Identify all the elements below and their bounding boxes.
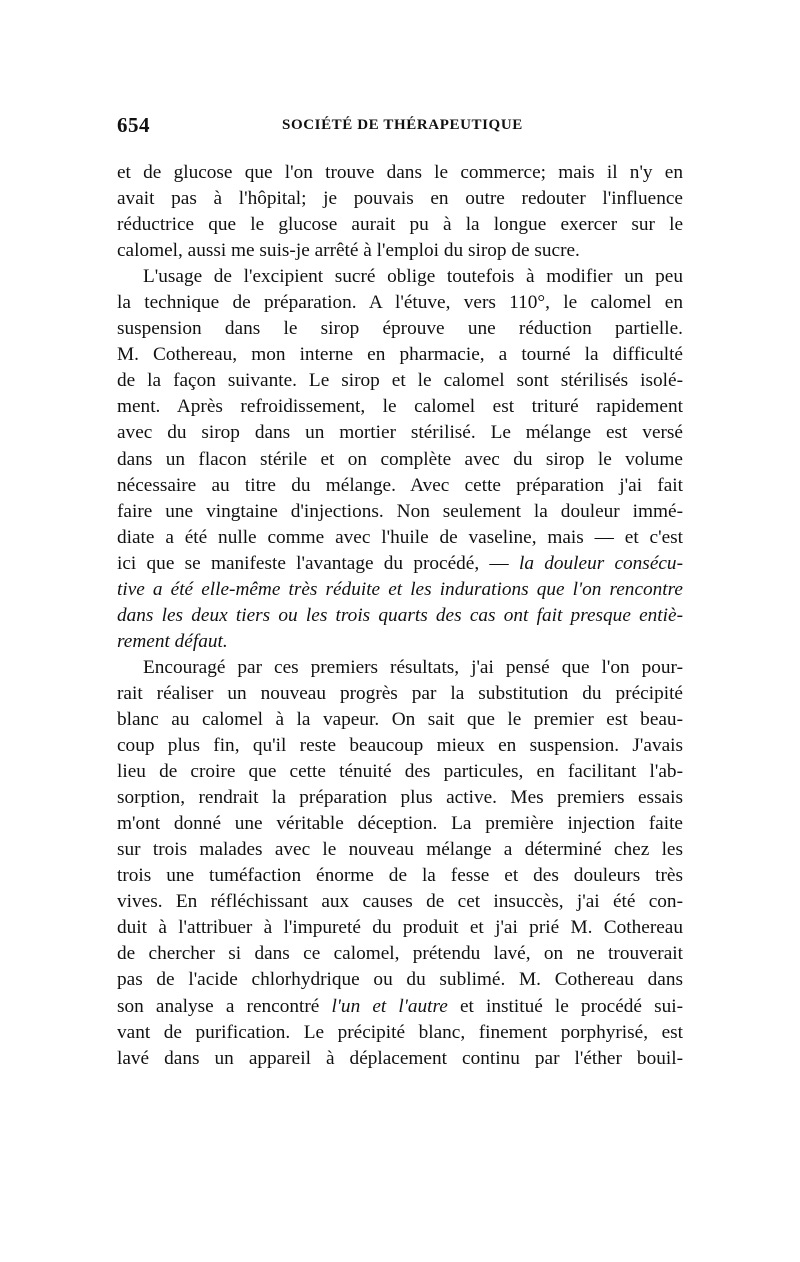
text-line: ici que se manifeste l'avantage du procédé, — la douleur consécu- — [117, 552, 683, 574]
text-line: la technique de préparation. A l'étuve, vers 110°, le calomel en — [117, 292, 683, 314]
text-line: avec du sirop dans un mortier stérilisé. Le mélange est versé — [117, 422, 683, 444]
text-line: M. Cothereau, mon interne en pharmacie, a tourné la difficulté — [117, 344, 683, 366]
page-number: 654 — [117, 113, 150, 137]
text-line: L'usage de l'excipient sucré oblige toutefois à modifier un peu — [143, 266, 683, 288]
text-line: lieu de croire que cette ténuité des particules, en facilitant l'ab- — [117, 761, 683, 783]
text-line: sorption, rendrait la préparation plus active. Mes premiers essais — [117, 787, 683, 809]
text-line: et de glucose que l'on trouve dans le commerce; mais il n'y en — [117, 162, 683, 183]
text-line: diate a été nulle comme avec l'huile de vaseline, mais — et c'est — [117, 526, 683, 548]
text-line: son analyse a rencontré l'un et l'autre et institué le procédé sui- — [117, 995, 683, 1017]
text-line: blanc au calomel à la vapeur. On sait que le premier est beau- — [117, 708, 683, 730]
text-line: vant de purification. Le précipité blanc, finement porphyrisé, est — [117, 1021, 683, 1043]
text-line: de la façon suivante. Le sirop et le calomel sont stérilisés isolé- — [117, 370, 683, 392]
running-title: SOCIÉTÉ DE THÉRAPEUTIQUE — [282, 117, 523, 133]
text-line: avait pas à l'hôpital; je pouvais en outre redouter l'influence — [117, 188, 683, 210]
text-line: Encouragé par ces premiers résultats, j'ai pensé que l'on pour- — [143, 656, 683, 678]
text-line: de chercher si dans ce calomel, prétendu lavé, on ne trouverait — [117, 943, 683, 965]
text-line: faire une vingtaine d'injections. Non seulement la douleur immé- — [117, 500, 683, 522]
text-line: réductrice que le glucose aurait pu à la longue exercer sur le — [117, 214, 683, 236]
text-line: vives. En réfléchissant aux causes de cet insuccès, j'ai été con- — [117, 891, 683, 913]
text-line: trois une tuméfaction énorme de la fesse et des douleurs très — [117, 865, 683, 887]
text-line: calomel, aussi me suis-je arrêté à l'emploi du sirop de sucre. — [117, 240, 580, 262]
text-line: duit à l'attribuer à l'impureté du produit et j'ai prié M. Cothereau — [117, 917, 683, 939]
text-line: rait réaliser un nouveau progrès par la substitution du précipité — [117, 682, 683, 704]
text-line: tive a été elle-même très réduite et les indurations que l'on rencontre — [117, 578, 683, 600]
text-line: suspension dans le sirop éprouve une réduction partielle. — [117, 318, 683, 340]
text-line: pas de l'acide chlorhydrique ou du sublimé. M. Cothereau dans — [117, 969, 683, 991]
text-line: dans un flacon stérile et on complète avec du sirop le volume — [117, 448, 683, 470]
text-line: nécessaire au titre du mélange. Avec cette préparation j'ai fait — [117, 474, 683, 496]
text-line: ment. Après refroidissement, le calomel est trituré rapidement — [117, 396, 683, 418]
page-header — [117, 113, 683, 143]
text-line: m'ont donné une véritable déception. La première injection faite — [117, 813, 683, 835]
text-line: sur trois malades avec le nouveau mélange a déterminé chez les — [117, 839, 683, 861]
text-line: dans les deux tiers ou les trois quarts des cas ont fait presque entiè- — [117, 604, 683, 626]
text-line: rement défaut. — [117, 630, 228, 652]
text-line: lavé dans un appareil à déplacement continu par l'éther bouil- — [117, 1047, 683, 1069]
text-line: coup plus fin, qu'il reste beaucoup mieux en suspension. J'avais — [117, 735, 683, 757]
body-text — [117, 160, 683, 1072]
